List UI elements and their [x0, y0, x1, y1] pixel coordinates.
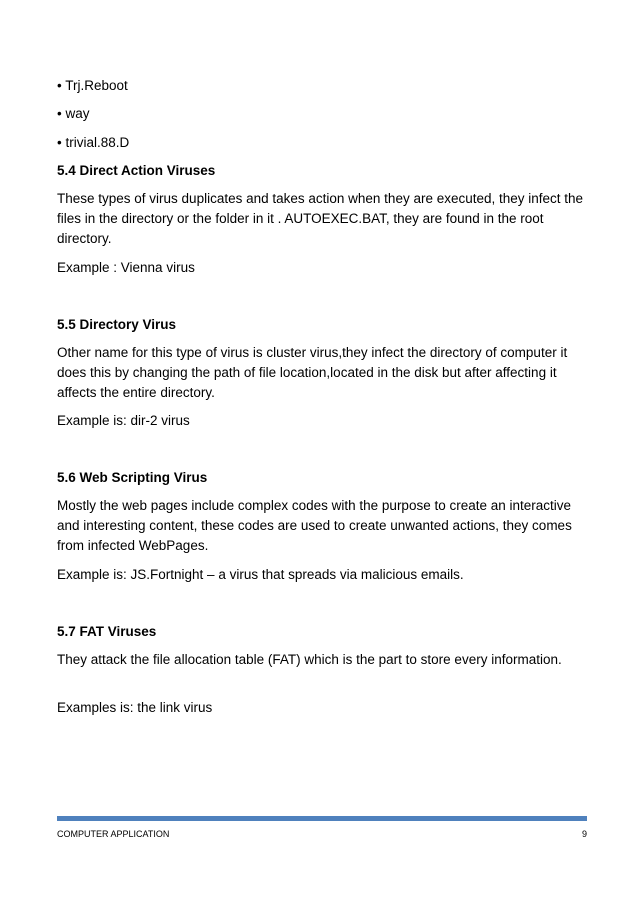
footer-title: COMPUTER APPLICATION — [57, 829, 170, 839]
section-example: Examples is: the link virus — [57, 700, 213, 715]
bullet-item: • Trj.Reboot — [57, 78, 128, 93]
section-heading: 5.4 Direct Action Viruses — [57, 163, 216, 178]
section-body: They attack the file allocation table (FAT) which is the part to store every information. — [57, 652, 562, 667]
section-body: Other name for this type of virus is cluster virus,they infect the directory of computer it does this by changing the path of file location,located in the disk but after affecting it affects the entire directory. — [57, 345, 568, 400]
section-example: Example is: dir-2 virus — [57, 413, 190, 428]
section-heading: 5.7 FAT Viruses — [57, 624, 157, 639]
section-body: Mostly the web pages include complex codes with the purpose to create an interactive and interesting content, these codes are used to create unwanted actions, they comes from infected WebPages. — [57, 498, 572, 553]
section-heading: 5.6 Web Scripting Virus — [57, 470, 208, 485]
section-example: Example : Vienna virus — [57, 260, 195, 275]
bullet-item: • way — [57, 106, 90, 121]
section-body: These types of virus duplicates and takes action when they are executed, they infect the files in the directory or the folder in it . AUTOEXEC.BAT, they are found in the root directory. — [57, 191, 584, 246]
section-example: Example is: JS.Fortnight – a virus that spreads via malicious emails. — [57, 567, 464, 582]
footer-divider — [57, 816, 587, 821]
page-number: 9 — [581, 829, 587, 839]
bullet-item: • trivial.88.D — [57, 135, 130, 150]
section-heading: 5.5 Directory Virus — [57, 317, 177, 332]
